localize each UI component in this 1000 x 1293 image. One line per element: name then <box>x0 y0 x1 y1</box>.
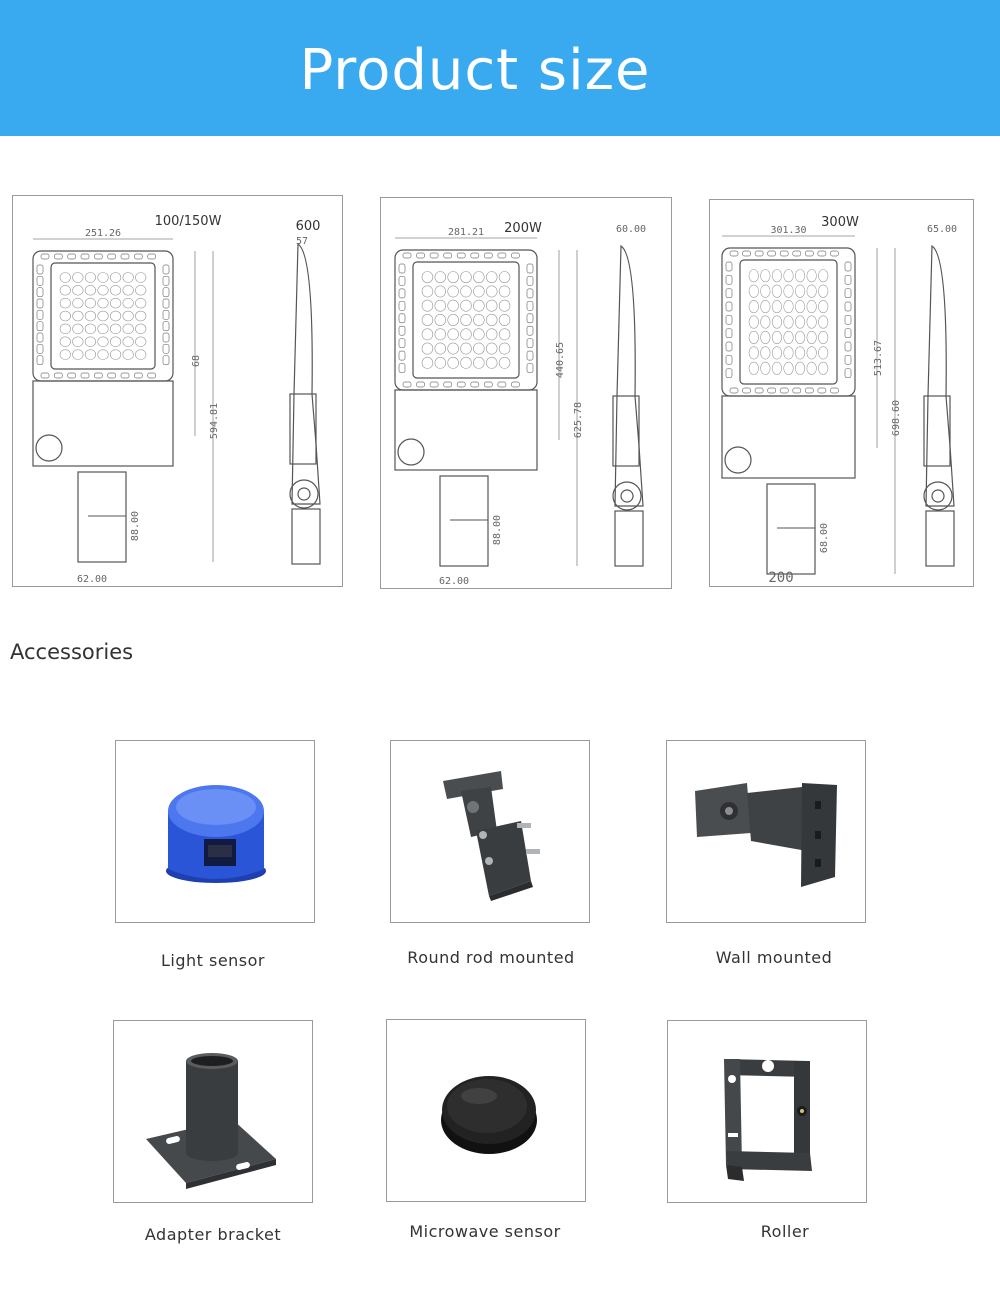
light-drawing <box>381 198 671 588</box>
page-title: Product size <box>299 38 651 103</box>
side-top-dimension: 60.00 <box>615 224 647 235</box>
header-banner <box>0 0 1000 136</box>
total-height-dimension: 594.81 <box>209 402 220 440</box>
height-dimension: 513.67 <box>873 339 884 377</box>
bracket-dimension: 68.00 <box>819 522 830 554</box>
width-dimension: 281.21 <box>447 227 485 238</box>
accessory-label-microwave-sensor: Microwave sensor <box>409 1222 561 1241</box>
side-small-dimension: 57 <box>295 236 309 247</box>
light-drawing <box>710 200 973 586</box>
bracket-dimension: 88.00 <box>492 514 503 546</box>
round-rod-mount-icon <box>391 741 591 924</box>
drawing-panel-300w <box>709 199 974 587</box>
bottom-dimension: 200 <box>768 570 794 586</box>
accessory-roller <box>667 1020 867 1203</box>
bottom-dimension: 62.00 <box>76 574 108 585</box>
adapter-bracket-icon <box>114 1021 314 1204</box>
accessory-label-adapter-bracket: Adapter bracket <box>144 1225 282 1244</box>
height-dimension: 440.65 <box>555 341 566 379</box>
bottom-dimension: 62.00 <box>438 576 470 587</box>
microwave-sensor-icon <box>387 1020 587 1203</box>
accessory-label-wall-mounted: Wall mounted <box>715 948 833 967</box>
roller-bracket-icon <box>668 1021 868 1204</box>
light-drawing <box>13 196 342 586</box>
accessory-light-sensor <box>115 740 315 923</box>
accessory-microwave-sensor <box>386 1019 586 1202</box>
total-height-dimension: 625.78 <box>573 401 584 439</box>
drawing-panel-200w <box>380 197 672 589</box>
accessory-label-roller: Roller <box>760 1222 810 1241</box>
width-dimension: 301.30 <box>770 225 807 236</box>
accessory-label-light-sensor: Light sensor <box>160 951 266 970</box>
bracket-dimension: 88.00 <box>130 510 141 542</box>
light-sensor-icon <box>116 741 316 924</box>
drawing-title: 100/150W <box>154 214 222 229</box>
accessory-adapter-bracket <box>113 1020 313 1203</box>
wall-mount-icon <box>667 741 867 924</box>
drawing-panel-100-150w <box>12 195 343 587</box>
drawing-title: 300W <box>821 215 859 230</box>
side-top-dimension: 65.00 <box>926 224 958 235</box>
accessories-title: Accessories <box>10 640 134 664</box>
height-dimension: 68 <box>191 354 202 368</box>
accessory-wall-mounted <box>666 740 866 923</box>
drawing-title: 200W <box>504 221 542 236</box>
accessory-label-round-rod-mounted: Round rod mounted <box>407 948 575 967</box>
accessory-round-rod-mounted <box>390 740 590 923</box>
side-top-dimension: 600 <box>295 219 321 234</box>
total-height-dimension: 698.60 <box>891 399 902 437</box>
width-dimension: 251.26 <box>84 228 122 239</box>
